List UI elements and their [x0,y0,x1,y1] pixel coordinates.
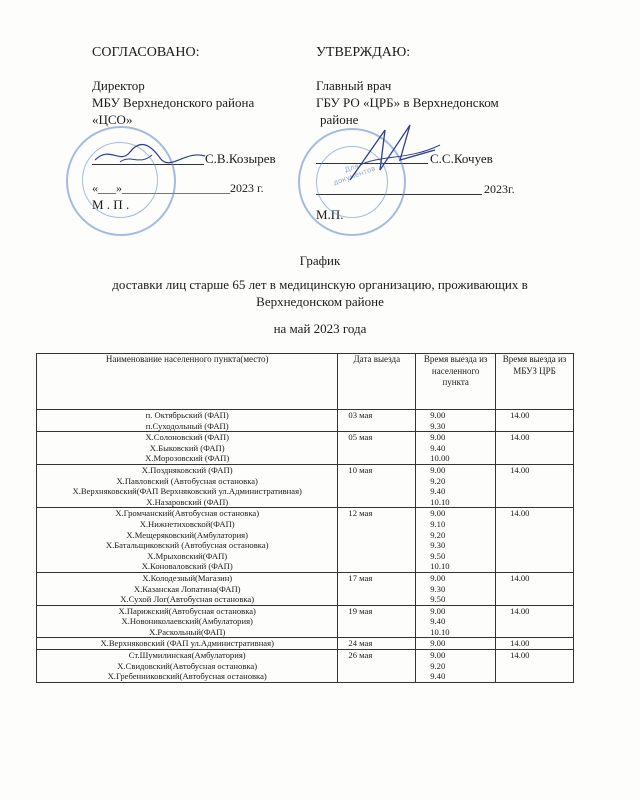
depart-time: 10.10 [430,626,450,637]
depart-time: 9.20 [430,660,446,671]
cell-date: 24 мая [338,638,416,650]
place-name: Х.Колодезный(Магазин) [142,572,233,583]
approval-right-seal-label: М.П. [316,207,344,222]
approval-left-position-3: «ЦСО» [92,112,133,127]
title-line-1: График [299,253,341,268]
place-name: п.Суходольный (ФАП) [145,420,229,431]
cell-places [37,508,338,573]
approval-left-seal-label: М . П . [92,197,130,212]
depart-time: 9.40 [430,442,446,453]
cell-places [37,605,338,638]
cell-return-time: 14.00 [496,410,574,432]
place-name: п. Октябрьский (ФАП) [145,410,229,420]
approval-right-signatory: С.С.Кочуев [430,151,493,166]
table-row [37,572,574,605]
table-row [37,432,574,465]
table-row [37,508,574,573]
cell-return-time: 14.00 [496,572,574,605]
place-name: Х.Казанская Лопатина(ФАП) [133,583,241,594]
cell-date: 10 мая [338,464,416,507]
place-name: Х.Свидовский(Автобусная остановка) [117,660,258,671]
left-signature [90,140,210,170]
place-name: Х.Гребенниковский(Автобусная остановка) [107,671,267,682]
cell-places [37,650,338,683]
title-line-3: Верхнедонском районе [256,294,384,309]
cell-return-time: 14.00 [496,605,574,638]
place-name: Х.Павловский (Автобусная остановка) [116,475,258,486]
approval-left-position-2: МБУ Верхнедонского района [92,95,255,110]
place-name: Х.Громчанский(Автобусная остановка) [115,508,260,519]
cell-return-time: 14.00 [496,508,574,573]
cell-places [37,638,338,650]
depart-time: 9.00 [430,432,446,443]
cell-date: 03 мая [338,410,416,432]
table-row [37,650,574,683]
place-name: Х.Парижский(Автобусная остановка) [118,605,256,616]
depart-time: 9.40 [430,486,446,497]
cell-depart-times [416,508,496,573]
header-depart: Время выезда из населенного пункта [416,354,496,410]
approval-left-signatory: С.В.Козырев [205,151,276,166]
cell-date: 26 мая [338,650,416,683]
approval-right-position-2: ГБУ РО «ЦРБ» в Верхнедонском [316,95,499,110]
depart-time: 9.50 [430,594,446,605]
header-place: Наименование населенного пункта(место) [37,354,338,410]
cell-places [37,464,338,507]
depart-time: 10.10 [430,561,450,572]
approval-left-block [92,44,322,128]
right-signature [340,110,450,190]
place-name: Х.Новониколаевский(Амбулатория) [121,616,253,627]
depart-time: 9.20 [430,529,446,540]
cell-return-time: 14.00 [496,432,574,465]
approval-right-position-3: районе [320,112,359,127]
cell-depart-times [416,638,496,650]
depart-time: 9.00 [430,605,446,616]
depart-time: 9.30 [430,540,446,551]
depart-time: 9.00 [430,650,446,661]
place-name: Х.Назаровский (ФАП) [146,496,229,507]
depart-time: 9.00 [430,508,446,519]
header-return: Время выезда из МБУЗ ЦРБ [496,354,574,410]
table-header-row [37,354,574,410]
place-name: Х.Коноваловский (ФАП) [141,561,233,572]
place-name: Х.Мещеряковский(Амбулатория) [126,529,248,540]
document-title-block [60,252,580,337]
cell-depart-times [416,410,496,432]
title-line-2: доставки лиц старше 65 лет в медицинскую организацию, проживающих в [112,277,528,292]
place-name: Х.Мрыховский(ФАП) [147,550,228,561]
approval-right-heading: УТВЕРЖДАЮ: [316,45,411,60]
depart-time: 9.00 [430,638,446,649]
place-name: Х.Поздняковский (ФАП) [141,464,233,475]
depart-time: 9.30 [430,583,446,594]
place-name: Х.Морозовский (ФАП) [145,453,230,464]
place-name: Х.Верхняковский(ФАП Верхняковский ул.Административная) [72,486,302,497]
cell-date: 19 мая [338,605,416,638]
approval-right-position-1: Главный врач [316,78,392,93]
depart-time: 9.50 [430,550,446,561]
table-row [37,638,574,650]
cell-date: 05 мая [338,432,416,465]
place-name: Х.Нижнетиховской(ФАП) [139,518,235,529]
header-date: Дата выезда [338,354,416,410]
cell-places [37,432,338,465]
depart-time: 9.00 [430,572,446,583]
cell-date: 12 мая [338,508,416,573]
table-row [37,464,574,507]
place-name: Ст.Шумилинская(Амбулатория) [128,650,246,661]
place-name: Х.Быковский (ФАП) [149,442,225,453]
depart-time: 9.30 [430,420,446,431]
place-name: Х.Раскольный(ФАП) [149,626,226,637]
depart-time: 9.00 [430,410,446,420]
schedule-body [37,410,574,683]
place-name: Х.Верхняковский (ФАП ул.Административная) [100,638,274,649]
depart-time: 9.10 [430,518,446,529]
cell-depart-times [416,605,496,638]
table-row [37,410,574,432]
title-line-4: на май 2023 года [273,321,367,336]
approval-right-date: 2023г. [484,182,515,196]
cell-return-time: 14.00 [496,650,574,683]
depart-time: 10.10 [430,496,450,507]
cell-return-time: 14.00 [496,464,574,507]
cell-depart-times [416,650,496,683]
approval-left-heading: СОГЛАСОВАНО: [92,45,200,60]
cell-return-time: 14.00 [496,638,574,650]
depart-time: 9.00 [430,464,446,475]
cell-date: 17 мая [338,572,416,605]
depart-time: 9.20 [430,475,446,486]
place-name: Х.Солоновский (ФАП) [145,432,229,443]
depart-time: 9.40 [430,671,446,682]
depart-time: 9.40 [430,616,446,627]
cell-depart-times [416,572,496,605]
place-name: Х.Батальщиковский (Автобусная остановка) [105,540,269,551]
approval-left-date-line: «___»__________________2023 г. [92,181,264,195]
cell-places [37,572,338,605]
schedule-table [36,353,574,683]
approval-left-position-1: Директор [92,78,145,93]
cell-places [37,410,338,432]
depart-time: 10.00 [430,453,450,464]
cell-depart-times [416,432,496,465]
place-name: Х.Сухой Лог(Автобусная остановка) [120,594,255,605]
cell-depart-times [416,464,496,507]
right-stamp-text: Для документов [332,162,377,188]
table-row [37,605,574,638]
